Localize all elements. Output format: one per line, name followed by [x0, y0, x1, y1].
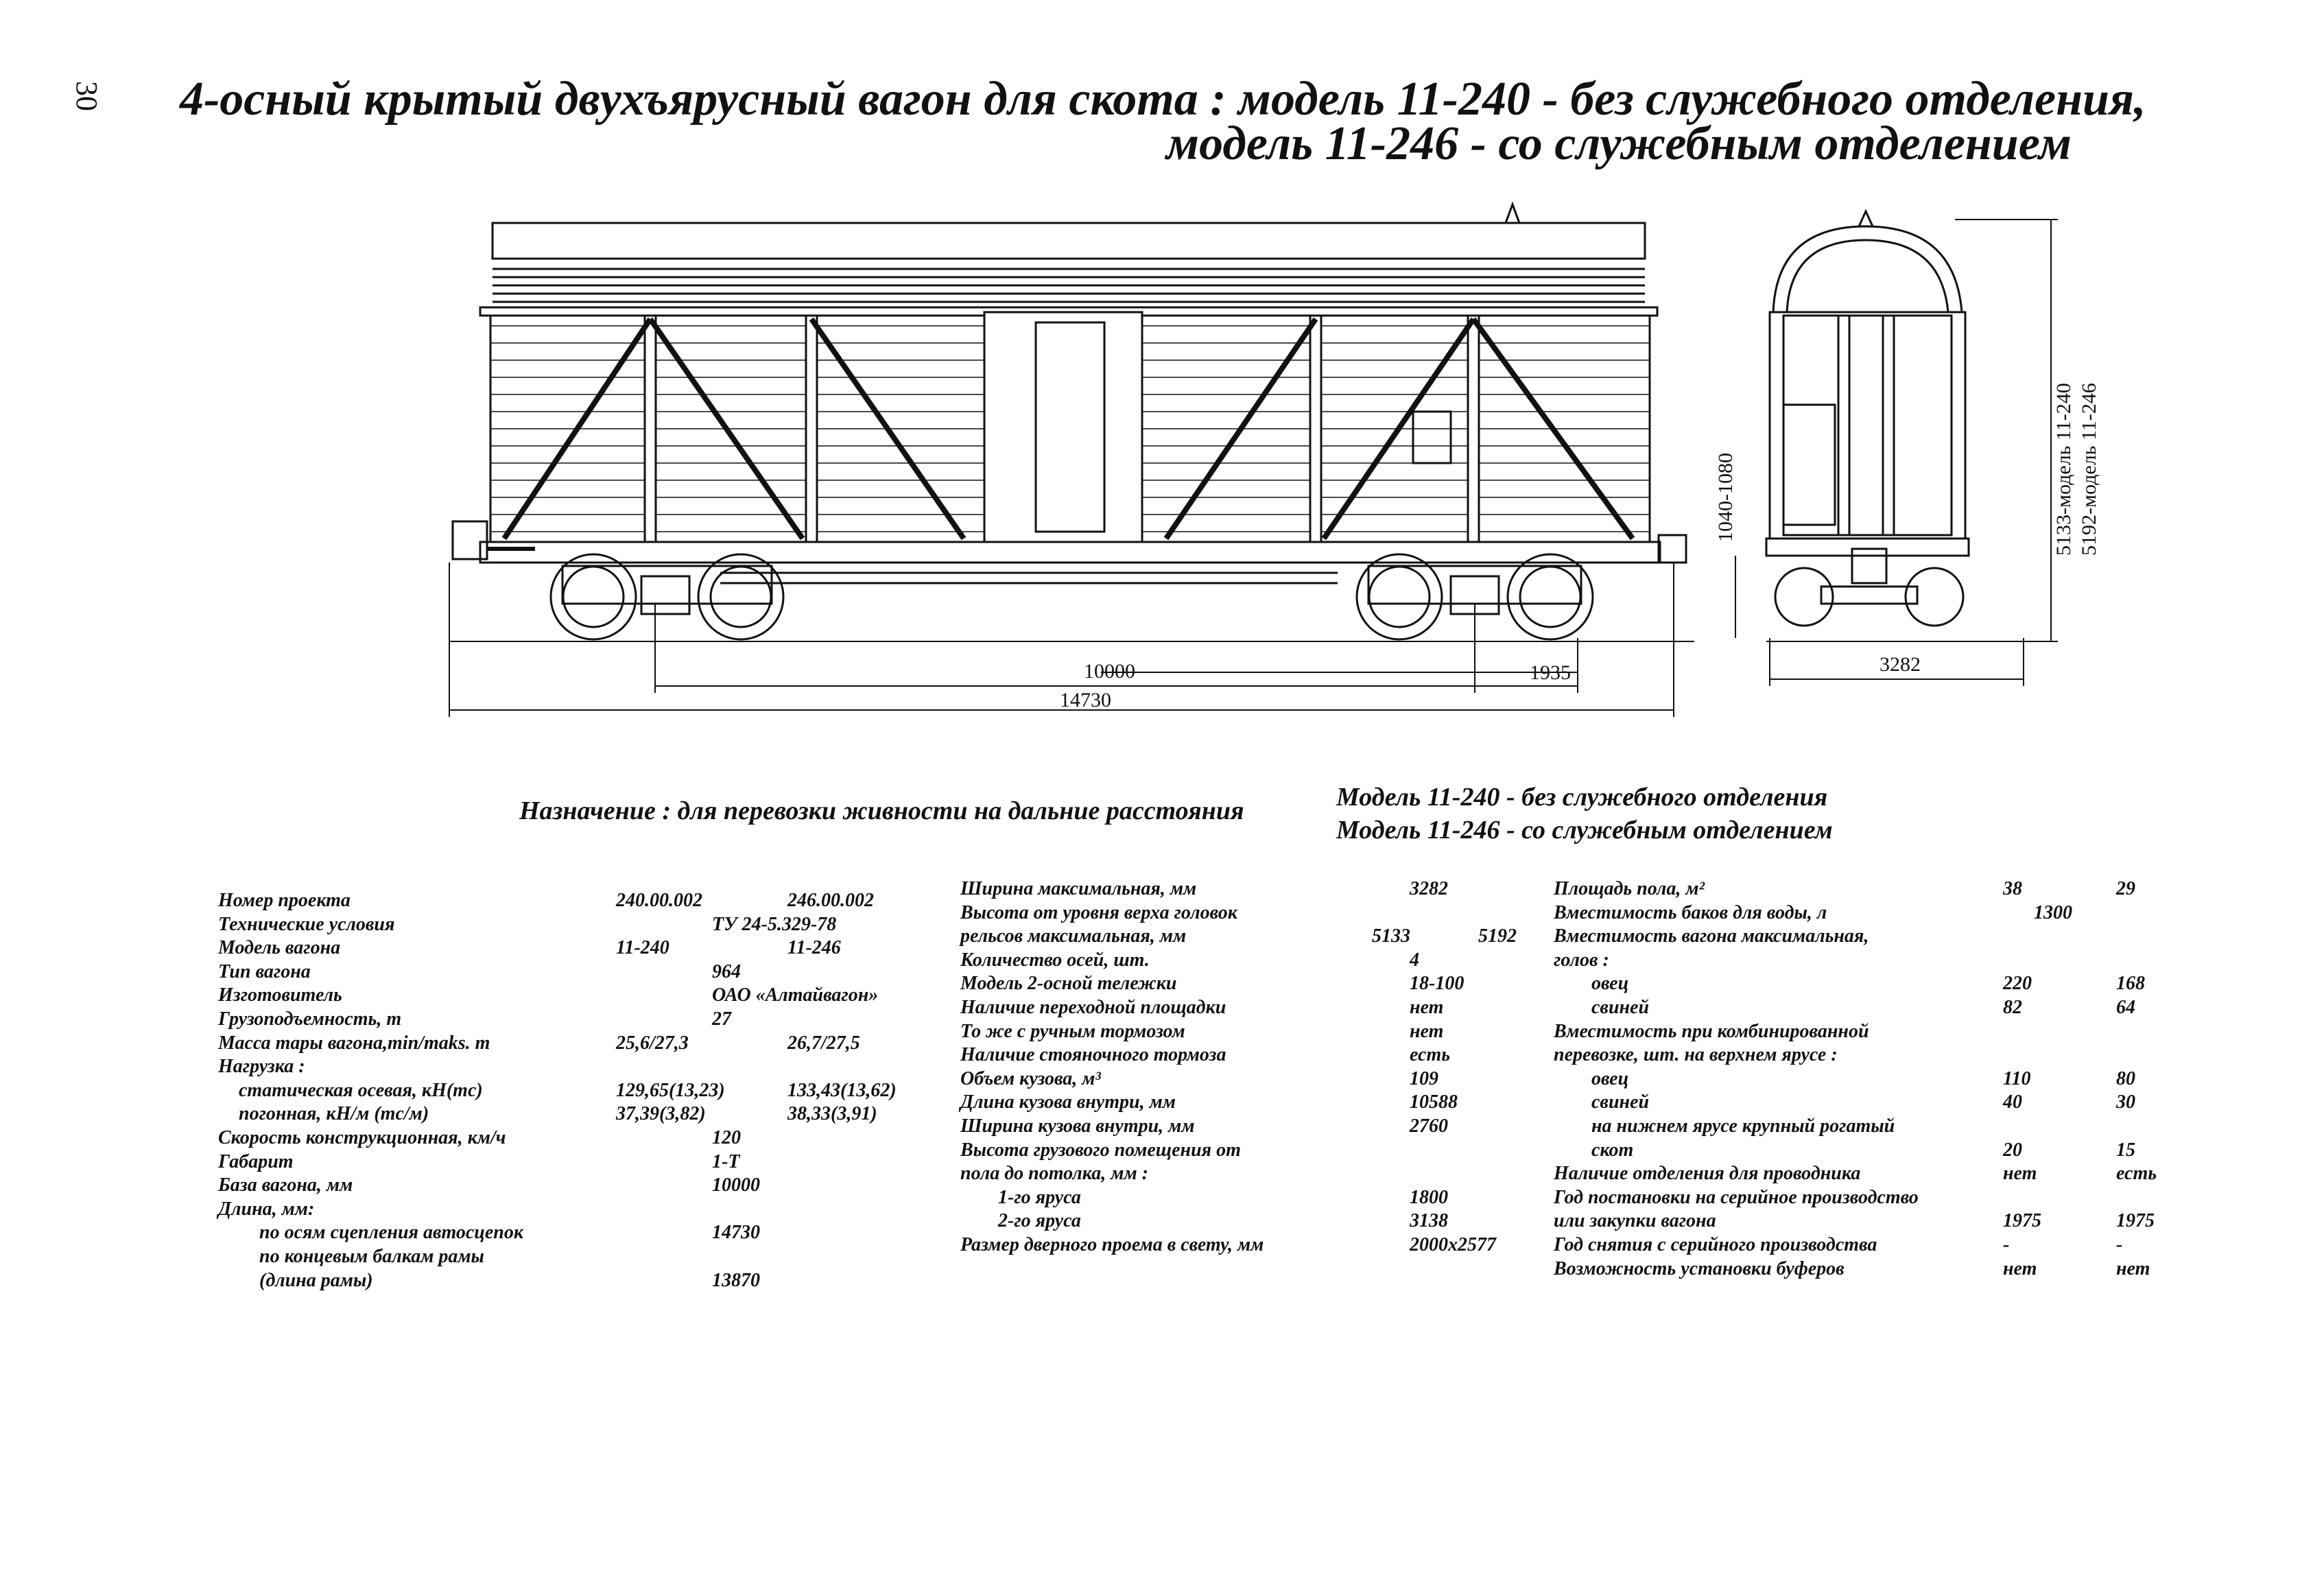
spec-label: голов :: [1554, 949, 1609, 971]
spec-value: есть: [1410, 1044, 1451, 1066]
wagon-drawing: [0, 0, 2324, 741]
spec-value: 133,43(13,62): [787, 1079, 897, 1101]
title-line-2: модель 11-246 - со служебным отделением: [1166, 117, 2072, 170]
spec-label: Высота грузового помещения от: [960, 1139, 1241, 1161]
spec-row: [218, 1080, 938, 1104]
spec-label: Ширина максимальная, мм: [960, 878, 1197, 899]
spec-value: 1-Т: [712, 1150, 740, 1172]
spec-label: Технические условия: [218, 913, 395, 935]
spec-value: 37,39(3,82): [616, 1103, 706, 1125]
spec-row: [960, 1139, 1537, 1163]
spec-label: на нижнем ярусе крупный рогатый: [1591, 1115, 1895, 1137]
spec-row: [1554, 1210, 2240, 1234]
spec-row: [960, 1163, 1537, 1187]
spec-row: [1554, 902, 2240, 926]
spec-label: Длина кузова внутри, мм: [960, 1091, 1176, 1113]
wagon-roof: [480, 204, 1657, 316]
spec-value: 10000: [712, 1174, 760, 1196]
spec-row: [1554, 1234, 2240, 1258]
spec-row: [218, 1198, 938, 1222]
dim-width: 3282: [1880, 653, 1921, 676]
spec-row: [218, 1222, 938, 1246]
spec-row: [218, 1174, 938, 1198]
spec-label: Объем кузова, м³: [960, 1067, 1101, 1089]
wagon-body: [490, 312, 1650, 542]
spec-label: Вместимость баков для воды, л: [1554, 901, 1827, 923]
spec-value: 38,33(3,91): [787, 1103, 877, 1125]
spec-label: пола до потолка, мм :: [960, 1163, 1148, 1185]
dim-height-246: 5192-модель 11-246: [2078, 383, 2100, 556]
spec-value: 4: [1410, 949, 1419, 971]
spec-value: 1975: [2003, 1210, 2041, 1232]
spec-value: есть: [2116, 1163, 2157, 1185]
spec-value: 110: [2003, 1067, 2031, 1089]
spec-label: Площадь пола, м²: [1554, 878, 1705, 899]
dim-door-height: 1040-1080: [1714, 453, 1737, 542]
spec-label: по концевым балкам рамы: [259, 1245, 484, 1267]
spec-label: статическая осевая, кН(тс): [239, 1079, 483, 1101]
spec-row: [1554, 1091, 2240, 1115]
spec-row: [1554, 1187, 2240, 1211]
spec-row: [218, 890, 938, 914]
spec-label: Вместимость вагона максимальная,: [1554, 925, 1869, 947]
spec-value: 20: [2003, 1139, 2022, 1161]
spec-value: 13870: [712, 1269, 760, 1291]
spec-value: нет: [1410, 1020, 1444, 1042]
spec-label: Длина, мм:: [218, 1198, 315, 1220]
dim-height-240: 5133-модель 11-240: [2052, 383, 2075, 556]
spec-value: нет: [2116, 1257, 2150, 1279]
spec-value: 3138: [1410, 1210, 1448, 1232]
spec-row: [960, 1044, 1537, 1068]
spec-row: [218, 937, 938, 961]
spec-label: Скорость конструкционная, км/ч: [218, 1126, 506, 1148]
spec-row: [960, 1187, 1537, 1211]
spec-value: 2760: [1410, 1115, 1448, 1137]
spec-row: [960, 1091, 1537, 1115]
spec-row: [1554, 973, 2240, 997]
spec-label: Модель вагона: [218, 937, 341, 959]
spec-value: 2000х2577: [1410, 1233, 1496, 1255]
spec-row: [218, 1008, 938, 1032]
spec-value: 25,6/27,3: [616, 1032, 689, 1054]
spec-row: [960, 1210, 1537, 1234]
spec-row: [1554, 1021, 2240, 1045]
spec-label: Количество осей, шт.: [960, 949, 1150, 971]
spec-label: овец: [1591, 973, 1629, 995]
spec-label: свиней: [1591, 996, 1650, 1018]
spec-value: 5192: [1478, 925, 1517, 947]
spec-row: [1554, 949, 2240, 973]
spec-value: 1800: [1410, 1186, 1448, 1208]
spec-row: [960, 878, 1537, 902]
spec-row: [960, 1234, 1537, 1258]
spec-value: 30: [2116, 1091, 2135, 1113]
spec-row: [218, 914, 938, 938]
spec-value: -: [2116, 1233, 2123, 1255]
spec-value: 82: [2003, 996, 2022, 1018]
spec-row: [960, 1115, 1537, 1139]
dim-length: 14730: [1060, 689, 1111, 711]
spec-label: То же с ручным тормозом: [960, 1020, 1185, 1042]
spec-label: Наличие стояночного тормоза: [960, 1044, 1226, 1066]
spec-value: ТУ 24-5.329-78: [712, 913, 837, 935]
spec-label: по осям сцепления автосцепок: [259, 1222, 524, 1244]
spec-value: 220: [2003, 973, 2032, 995]
spec-value: 29: [2116, 878, 2135, 899]
bogie-left: [551, 554, 783, 639]
spec-value: -: [2003, 1233, 2010, 1255]
dim-overhang: 1935: [1530, 661, 1571, 684]
spec-value: нет: [2003, 1163, 2037, 1185]
spec-label: Ширина кузова внутри, мм: [960, 1115, 1195, 1137]
title-line-1: 4-осный крытый двухъярусный вагон для скота : модель 11-240 - без служебного отделения,: [180, 73, 2146, 126]
spec-value: 27: [712, 1008, 731, 1030]
spec-value: 109: [1410, 1067, 1438, 1089]
purpose-model-2: Модель 11-246 - со служебным отделением: [1336, 816, 1833, 844]
spec-label: рельсов максимальная, мм: [960, 925, 1187, 947]
spec-row: [1554, 1163, 2240, 1187]
spec-value: 240.00.002: [616, 890, 702, 911]
spec-label: (длина рамы): [259, 1269, 373, 1291]
spec-row: [218, 1056, 938, 1080]
spec-label: овец: [1591, 1067, 1629, 1089]
spec-label: или закупки вагона: [1554, 1210, 1716, 1232]
spec-row: [1554, 1115, 2240, 1139]
spec-label: Наличие переходной площадки: [960, 996, 1226, 1018]
spec-row: [960, 997, 1537, 1021]
spec-value: 168: [2116, 973, 2145, 995]
spec-row: [218, 1103, 938, 1127]
spec-row: [218, 1151, 938, 1175]
spec-row: [960, 1021, 1537, 1045]
spec-row: [960, 925, 1537, 949]
spec-row: [1554, 1044, 2240, 1068]
spec-row: [1554, 878, 2240, 902]
spec-value: 1975: [2116, 1210, 2155, 1232]
spec-value: 11-240: [616, 937, 669, 959]
purpose-label: Назначение : для перевозки живности на дальние расстояния: [519, 796, 1244, 825]
spec-row: [218, 1127, 938, 1151]
dim-base: 10000: [1084, 660, 1135, 683]
spec-row: [960, 902, 1537, 926]
spec-label: Вместимость при комбинированной: [1554, 1020, 1869, 1042]
spec-row: [1554, 1139, 2240, 1163]
spec-label: 1-го яруса: [998, 1186, 1081, 1208]
spec-row: [1554, 997, 2240, 1021]
spec-value: 964: [712, 960, 741, 982]
spec-row: [218, 1246, 938, 1270]
spec-value: 40: [2003, 1091, 2022, 1113]
spec-label: Высота от уровня верха головок: [960, 901, 1237, 923]
spec-value: 5133: [1372, 925, 1410, 947]
spec-label: Грузоподъемность, т: [218, 1008, 402, 1030]
spec-label: Масса тары вагона,min/maks. т: [218, 1032, 490, 1054]
spec-value: 129,65(13,23): [616, 1079, 725, 1101]
spec-value: 10588: [1410, 1091, 1458, 1113]
spec-label: База вагона, мм: [218, 1174, 353, 1196]
spec-value: 11-246: [787, 937, 841, 959]
spec-label: Наличие отделения для проводника: [1554, 1163, 1861, 1185]
page-number: 30: [70, 81, 104, 111]
spec-value: 38: [2003, 878, 2022, 899]
spec-label: Изготовитель: [218, 984, 342, 1006]
spec-label: Габарит: [218, 1150, 294, 1172]
spec-row: [1554, 925, 2240, 949]
spec-row: [218, 961, 938, 985]
spec-label: перевозке, шт. на верхнем ярусе :: [1554, 1044, 1838, 1066]
spec-row: [218, 1270, 938, 1294]
spec-value: 80: [2116, 1067, 2135, 1089]
spec-value: 1300: [2034, 901, 2072, 923]
spec-value: 120: [712, 1126, 741, 1148]
spec-label: Размер дверного проема в свету, мм: [960, 1233, 1264, 1255]
spec-label: скот: [1591, 1139, 1634, 1161]
spec-row: [960, 973, 1537, 997]
spec-value: 14730: [712, 1222, 760, 1244]
spec-row: [1554, 1258, 2240, 1282]
spec-label: 2-го яруса: [998, 1210, 1081, 1232]
spec-value: 26,7/27,5: [787, 1032, 860, 1054]
spec-row: [218, 1032, 938, 1056]
spec-row: [1554, 1068, 2240, 1092]
wagon-end-view: [1766, 211, 1969, 626]
spec-column-2: [960, 878, 1537, 1258]
spec-row: [960, 949, 1537, 973]
spec-label: Возможность установки буферов: [1554, 1257, 1845, 1279]
spec-label: Год постановки на серийное производство: [1554, 1186, 1919, 1208]
spec-column-3: [1554, 878, 2240, 1281]
spec-column-1: [218, 890, 938, 1293]
spec-label: Год снятия с серийного производства: [1554, 1233, 1877, 1255]
purpose-model-1: Модель 11-240 - без служебного отделения: [1336, 783, 1828, 812]
spec-label: Номер проекта: [218, 890, 351, 911]
spec-label: Модель 2-осной тележки: [960, 973, 1177, 995]
spec-value: нет: [2003, 1257, 2037, 1279]
spec-value: 64: [2116, 996, 2135, 1018]
spec-row: [960, 1068, 1537, 1092]
spec-value: ОАО «Алтайвагон»: [712, 984, 879, 1006]
spec-row: [218, 984, 938, 1008]
spec-value: 15: [2116, 1139, 2135, 1161]
spec-label: Нагрузка :: [218, 1056, 305, 1078]
spec-value: 18-100: [1410, 973, 1465, 995]
spec-label: Тип вагона: [218, 960, 311, 982]
spec-value: 246.00.002: [787, 890, 874, 911]
spec-label: погонная, кН/м (тс/м): [239, 1103, 429, 1125]
spec-value: нет: [1410, 996, 1444, 1018]
spec-label: свиней: [1591, 1091, 1650, 1113]
spec-value: 3282: [1410, 878, 1448, 899]
